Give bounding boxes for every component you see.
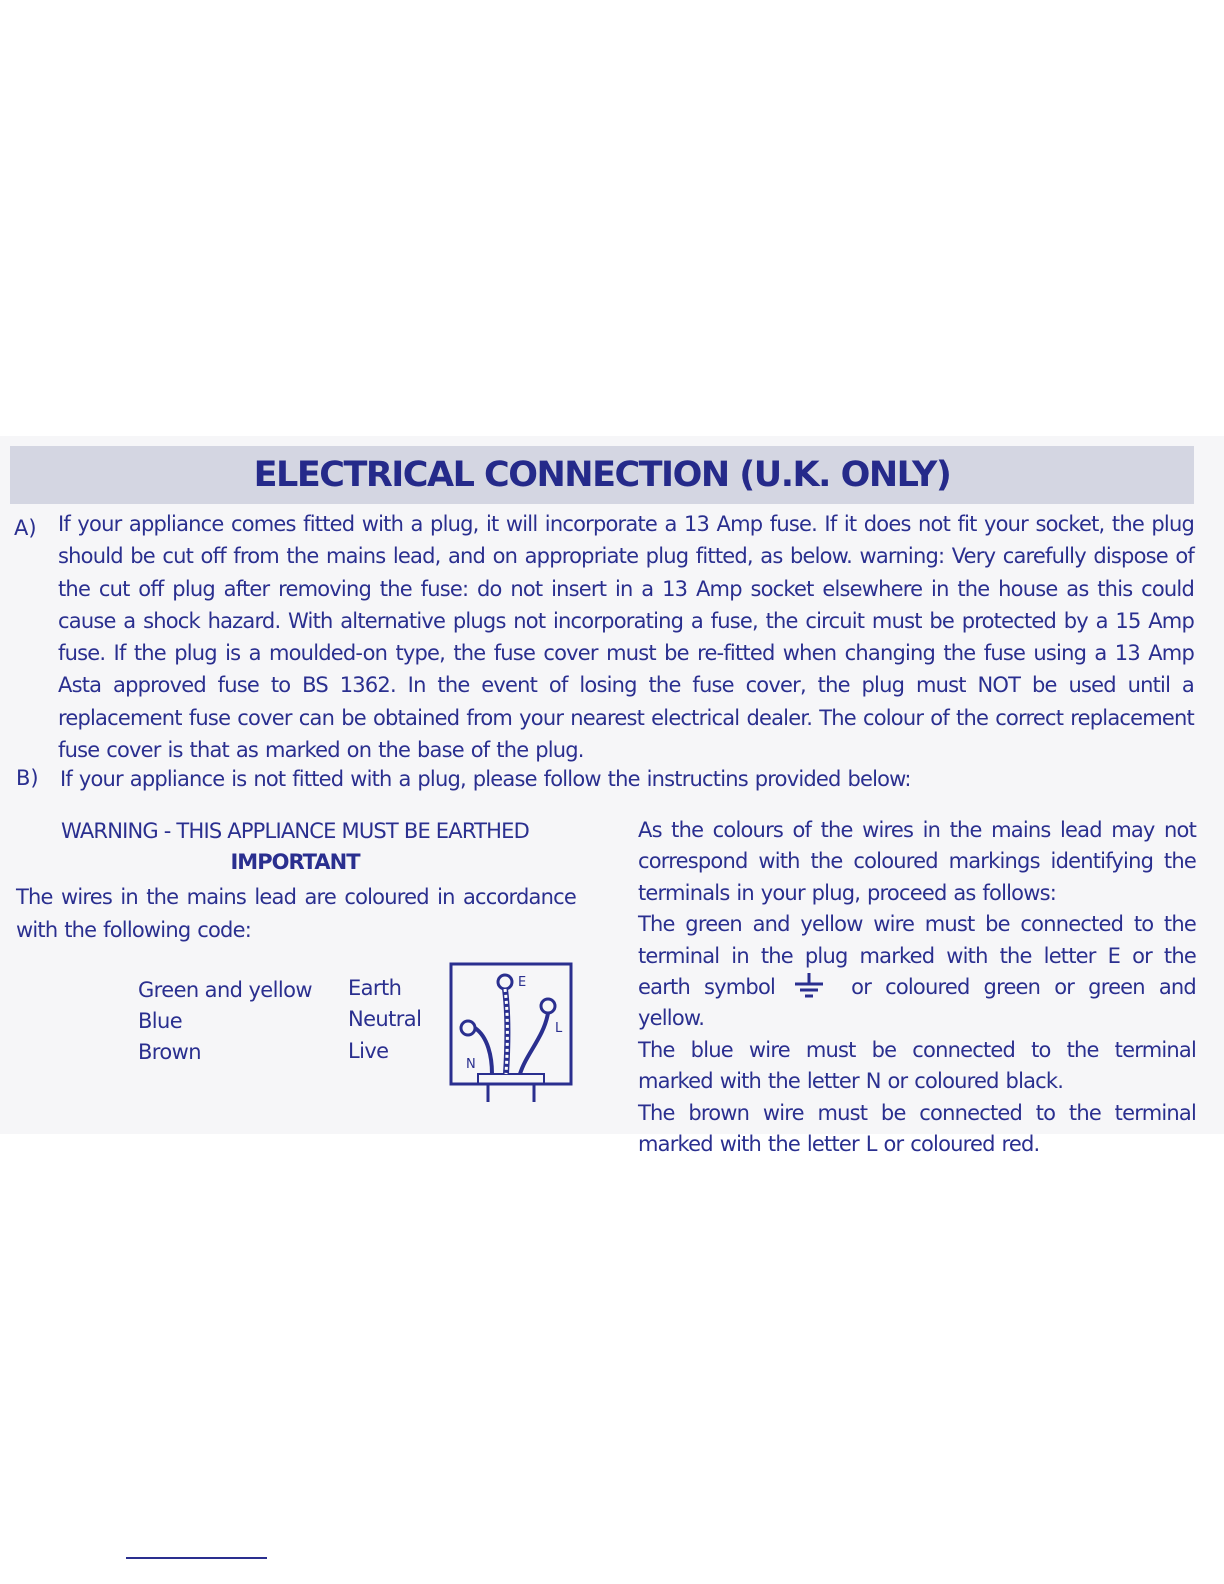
page-title: ELECTRICAL CONNECTION (U.K. ONLY) <box>253 455 951 495</box>
plug-wiring-diagram <box>448 962 574 1102</box>
wire-colour-green-yellow: Green and yellow <box>138 978 312 1002</box>
wire-terminal-neutral: Neutral <box>348 1007 422 1031</box>
green-yellow-instruction: The green and yellow wire must be connected to the terminal in the plug marked with the letter E or the earth symbol or coloured green or green and yellow. <box>638 912 1196 1031</box>
wire-colour-brown: Brown <box>138 1040 201 1064</box>
wire-colour-blue: Blue <box>138 1009 183 1033</box>
blue-wire-instruction: The blue wire must be connected to the terminal marked with the letter N or coloured black. <box>638 1037 1196 1094</box>
earth-symbol-icon <box>791 972 827 998</box>
wiring-instructions <box>638 815 1196 1160</box>
wire-terminal-earth: Earth <box>348 976 402 1000</box>
brown-wire-instruction: The brown wire must be connected to the terminal marked with the letter L or coloured red. <box>638 1100 1196 1157</box>
diagram-label-earth: E <box>518 975 527 990</box>
earthing-warning: WARNING - THIS APPLIANCE MUST BE EARTHED <box>61 819 529 843</box>
diagram-label-neutral: N <box>466 1057 476 1072</box>
section-a-marker: A) <box>14 516 37 540</box>
section-a-text: If your appliance comes fitted with a plug, it will incorporate a 13 Amp fuse. If it does not fit your socket, the plug should be cut off from the mains lead, and on appropriate plug fitted, as below. warning: Very carefully dispose of the cut off plug after removing the fuse: do not insert in a 13 Amp socket elsewhere in the house as this could cause a shock hazard. With alternative plugs not incorporating a fuse, the circuit must be protected by a 15 Amp fuse. If the plug is a moulded-on type, the fuse cover must be re-fitted when changing the fuse using a 13 Amp Asta approved fuse to BS 1362. In the event of losing the fuse cover, the plug must NOT be used until a replacement fuse cover can be obtained from your nearest electrical dealer. The colour of the correct replacement fuse cover is that as marked on the base of the plug. <box>58 512 1194 763</box>
colours-note: As the colours of the wires in the mains lead may not correspond with the coloured markings identifying the terminals in your plug, proceed as follows: <box>638 818 1196 905</box>
section-b-marker: B) <box>16 766 39 790</box>
wire-terminal-live: Live <box>348 1039 389 1063</box>
footnote-rule <box>126 1557 267 1559</box>
diagram-label-live: L <box>555 1021 563 1036</box>
section-b-text: If your appliance is not fitted with a plug, please follow the instructins provided below: <box>60 767 911 791</box>
important-heading: IMPORTANT <box>230 850 360 874</box>
wires-intro-text: The wires in the mains lead are coloured in accordance with the following code: <box>16 885 576 942</box>
